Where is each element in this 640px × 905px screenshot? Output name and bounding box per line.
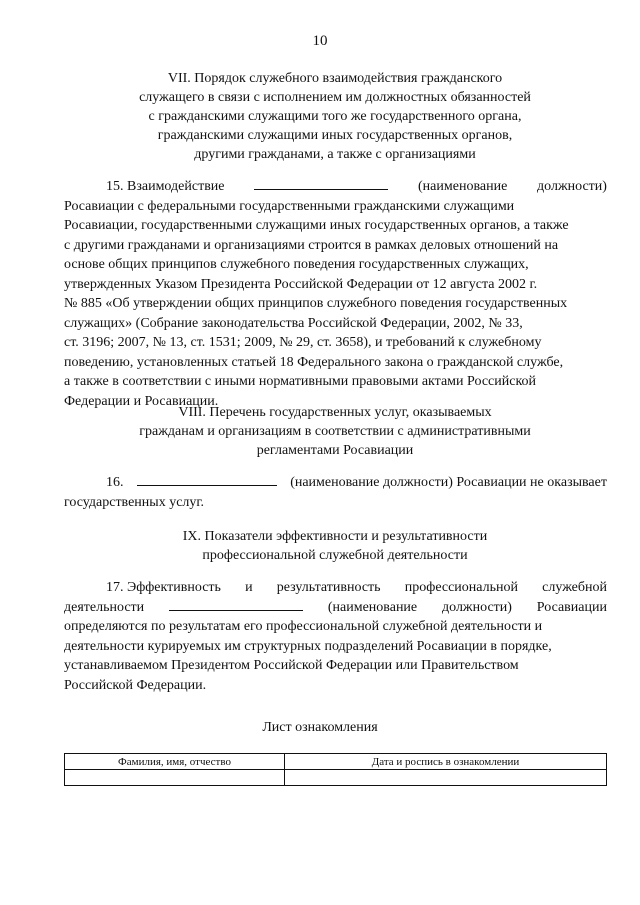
p15-word: (наименование [418,179,508,194]
table-header-row [65,754,607,770]
position-name-blank [254,177,388,190]
p17-word: результативность [276,580,381,595]
heading-line: профессиональной служебной деятельности [202,548,468,563]
heading-line: служащего в связи с исполнением им должностных обязанностей [139,90,531,105]
text-line: с другими гражданами и организациями строится в рамках деловых отношений на [64,237,559,253]
paragraph-16-first-line [64,473,607,493]
paragraph-15 [64,177,607,411]
heading-line: гражданам и организациям в соответствии с административными [139,424,531,439]
position-name-blank [137,473,277,486]
paragraph-17 [64,578,607,695]
date-signature-cell[interactable] [285,770,607,786]
text-line: утвержденных Указом Президента Российской Федерации от 12 августа 2002 г. [64,276,538,292]
heading-line: с гражданскими служащими того же государственного органа, [148,109,522,124]
heading-line: другими гражданами, а также с организациями [194,147,476,162]
page-number: 10 [312,33,328,49]
heading-line: гражданскими служащими иных государственных органов, [157,128,513,143]
p17-word: и [245,580,253,595]
text-line: деятельности курируемых им структурных подразделений Росавиации в порядке, [64,638,552,654]
heading-line: регламентами Росавиации [256,443,414,458]
name-cell[interactable] [65,770,285,786]
section-9-heading [70,527,600,565]
text-line: № 885 «Об утверждении общих принципов служебного поведения государственных [64,296,568,311]
p17-word: (наименование [327,599,418,615]
p17-word: 17. Эффективность [106,580,221,595]
text-line: Росавиации с федеральными государственными гражданскими служащими [64,198,515,214]
p17-word: профессиональной [404,580,518,595]
heading-line: IX. Показатели эффективности и результативности [182,529,488,544]
text-line: Росавиации, государственными служащими иных государственных органов, а также [64,218,569,233]
text-line: а также в соответствии с иными нормативными правовыми актами Российской [64,374,537,389]
p17-word: деятельности [64,599,145,615]
column-header-name: Фамилия, имя, отчество [65,754,285,770]
p16-number: 16. [106,475,124,490]
paragraph-15-first-line [64,177,607,197]
text-line: государственных услуг. [64,494,205,510]
text-line: определяются по результатам его профессиональной служебной деятельности и [64,619,543,634]
text-line: служащих» (Собрание законодательства Российской Федерации, 2002, № 33, [64,315,523,331]
text-line: поведению, установленных статьей 18 Федерального закона о гражданской службе, [64,354,564,370]
paragraph-17-first-line [64,578,607,598]
position-name-blank [169,598,303,611]
p17-word: должности) [442,599,512,615]
text-line: Федерации и Росавиации. [64,393,219,409]
column-header-date-signature: Дата и роспись в ознакомлении [285,754,607,770]
p17-word: служебной [542,580,607,595]
text-line: устанавливаемом Президентом Российской Федерации или Правительством [64,658,519,673]
text-line: Российской Федерации. [64,677,207,693]
p16-text: (наименование должности) Росавиации не оказывает [290,475,607,490]
p15-word: должности) [537,179,607,194]
table-row [65,770,607,786]
text-line: основе общих принципов служебного поведения государственных служащих, [64,257,529,272]
section-8-heading [70,403,600,460]
text-line: ст. 3196; 2007, № 13, ст. 1531; 2009, № 29, ст. 3658), и требований к служебному [64,335,542,350]
paragraph-16 [64,473,607,512]
heading-line: VIII. Перечень государственных услуг, оказываемых [178,405,492,420]
section-7-heading [70,69,600,164]
acknowledgment-title: Лист ознакомления [262,720,378,735]
paragraph-17-second-line [64,598,607,618]
p17-word: Росавиации [536,599,607,615]
p15-word: 15. Взаимодействие [106,179,225,194]
heading-line: VII. Порядок служебного взаимодействия гражданского [167,71,503,86]
acknowledgment-table [64,753,607,786]
